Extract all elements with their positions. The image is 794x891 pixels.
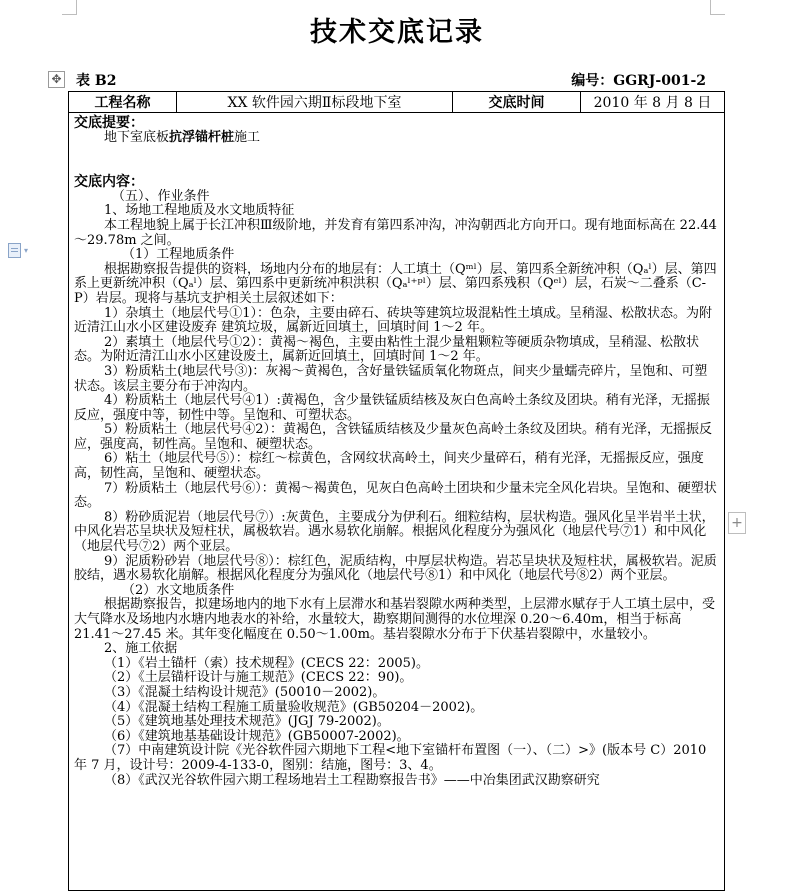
content-paragraph: 根据勘察报告提供的资料，场地内分布的地层有：人工填土（Qᵐˡ）层、第四系全新统冲积（Qₐˡ）层、第四系上更新统冲积（Qₐˡ）层、第四系中更新统冲积洪积（Qₐˡ⁺ᵖˡ）层、第四系残积（Qᵉˡ）层，石炭～二叠系（C-P）岩层。现将与基坑支护相关土层叙述如下： <box>74 261 717 306</box>
content-paragraph: （2）水文地质条件 <box>122 582 235 598</box>
content-paragraph: （6）《建筑地基基础设计规范》(GB50007-2002)。 <box>104 728 410 744</box>
content-paragraph: 7）粉质粘土（地层代号⑥）：黄褐～褐黄色，见灰白色高岭土团块和少量未完全风化岩块。呈饱和、硬塑状态。 <box>74 480 717 511</box>
add-row-button[interactable]: + <box>728 512 746 534</box>
document-number: 编号：GGRJ-001-2 <box>571 73 706 89</box>
content-paragraph: （4）《混凝土结构工程施工质量验收规范》(GB50204－2002)。 <box>104 699 484 715</box>
content-paragraph: （3）《混凝土结构设计规范》(50010－2002)。 <box>104 684 386 700</box>
summary-text <box>74 131 719 146</box>
summary-text-prefix: 地下室底板 <box>104 129 170 145</box>
table-move-handle-icon[interactable]: ✥ <box>48 71 65 88</box>
disclosure-time-label: 交底时间 <box>453 92 581 113</box>
content-paragraph: （5）《建筑地基处理技术规范》(JGJ 79-2002)。 <box>104 714 390 730</box>
content-paragraph: 8）粉砂质泥岩（地层代号⑦）:灰黄色，主要成分为伊利石。细粒结构，层状构造。强风化呈半岩半土状，中风化岩芯呈块状及短柱状，属极软岩。遇水易软化崩解。根据风化程度分为强风化（地层代号⑦1）和中风化（地层代号⑦2）两个亚层。 <box>74 509 715 555</box>
content-body <box>74 190 719 788</box>
page-title: 技术交底记录 <box>310 17 484 48</box>
content-paragraph: （1）工程地质条件 <box>122 247 235 263</box>
chevron-down-icon[interactable]: ▾ <box>24 246 29 255</box>
content-paragraph: 2）素填土（地层代号①2）：黄褐～褐色，主要由粘性土混少量粗颗粒等硬质杂物填成，呈稍湿、松散状态。为附近清江山水小区建设废土，属新近回填土，回填时间 1～2 年。 <box>74 334 700 365</box>
content-paragraph: 本工程地貌上属于长江冲积Ⅲ级阶地，并发育有第四系冲沟，冲沟朝西北方向开口。现有地面标高在 22.44～29.78m 之间。 <box>74 217 717 248</box>
content-paragraph: 3）粉质粘土(地层代号③)：灰褐～黄褐色，含好量铁锰质氧化物斑点，间夹少量蠕壳碎片，呈饱和、可塑状态。该层主要分布于冲沟内。 <box>74 363 708 394</box>
content-paragraph: （8）《武汉光谷软件园六期工程场地岩土工程勘察报告书》——中冶集团武汉勘察研究 <box>104 772 600 788</box>
project-name-label: 工程名称 <box>69 92 177 113</box>
project-name-value[interactable]: XX 软件园六期Ⅱ标段地下室 <box>177 92 453 113</box>
content-paragraph: （五）、作业条件 <box>112 188 210 204</box>
form-code: 表 B2 <box>76 73 117 89</box>
header-row <box>69 92 725 113</box>
content-row <box>69 113 725 891</box>
document-outline-icon[interactable] <box>8 243 21 258</box>
content-paragraph: （7）中南建筑设计院《光谷软件园六期地下工程<地下室锚杆布置图（一）、（二）>》(版本号 C）2010 年 7 月，设计号：2009-4-133-0，图别：结施，图号：3、4。 <box>74 743 707 773</box>
content-heading: 交底内容： <box>74 174 144 191</box>
content-paragraph: 9）泥质粉砂岩（地层代号⑧）：棕红色，泥质结构，中厚层状构造。岩芯呈块状及短柱状，属极软岩。泥质胶结，遇水易软化崩解。根据风化程度分为强风化（地层代号⑧1）和中风化（地层代号⑧2）两个亚层。 <box>74 553 717 584</box>
spacer <box>74 160 719 175</box>
disclosure-time-value[interactable]: 2010 年 8 月 8 日 <box>581 92 725 113</box>
content-paragraph: 2、施工依据 <box>104 641 178 657</box>
content-paragraph: （2）《土层锚杆设计与施工规范》(CECS 22：90)。 <box>104 670 413 686</box>
disclosure-table <box>68 91 725 891</box>
summary-text-suffix: 施工 <box>234 129 261 145</box>
spacer <box>74 145 719 160</box>
content-paragraph: 6）粘土（地层代号⑤）：棕红～棕黄色，含网纹状高岭土，间夹少量碎石，稍有光泽，无摇振反应，强度高，韧性高，呈饱和、硬塑状态。 <box>74 451 704 482</box>
summary-text-bold: 抗浮锚杆桩 <box>169 129 235 145</box>
content-cell[interactable] <box>69 113 725 891</box>
content-paragraph: 1）杂填土（地层代号①1）：色杂，主要由碎石、砖块等建筑垃圾混粘性土填成。呈稍湿、松散状态。为附近清江山水小区建设废弃 建筑垃圾，属新近回填土，回填时间 1～2 年。 <box>74 305 713 336</box>
content-paragraph: 4）粉质粘土（地层代号④1）:黄褐色，含少量铁锰质结核及灰白色高岭土条纹及团块。稍有光泽，无摇振反应，强度中等，韧性中等。呈饱和、可塑状态。 <box>74 393 710 423</box>
content-paragraph: 5）粉质粘土（地层代号④2）：黄褐色，含铁锰质结核及少量灰色高岭土条纹及团块。稍有光泽，无摇振反应，强度高，韧性高。呈饱和、硬塑状态。 <box>74 422 713 452</box>
content-paragraph: 根据勘察报告，拟建场地内的地下水有上层滞水和基岩裂隙水两种类型，上层滞水赋存于人工填土层中，受大气降水及场地内水塘内地表水的补给，水量较大，勘察期间测得的水位埋深 0.20～6.40m，相当于标高 21.41～27.45 米。其年变化幅度在 0.50～1.00m。基岩裂隙水分布于下伏基岩裂隙中，水量较小。 <box>74 597 716 642</box>
summary-heading: 交底提要： <box>74 115 144 131</box>
content-paragraph: 1、场地工程地质及水文地质特征 <box>104 203 295 219</box>
content-paragraph: （1）《岩土锚杆（索）技术规程》(CECS 22：2005)。 <box>104 655 429 671</box>
